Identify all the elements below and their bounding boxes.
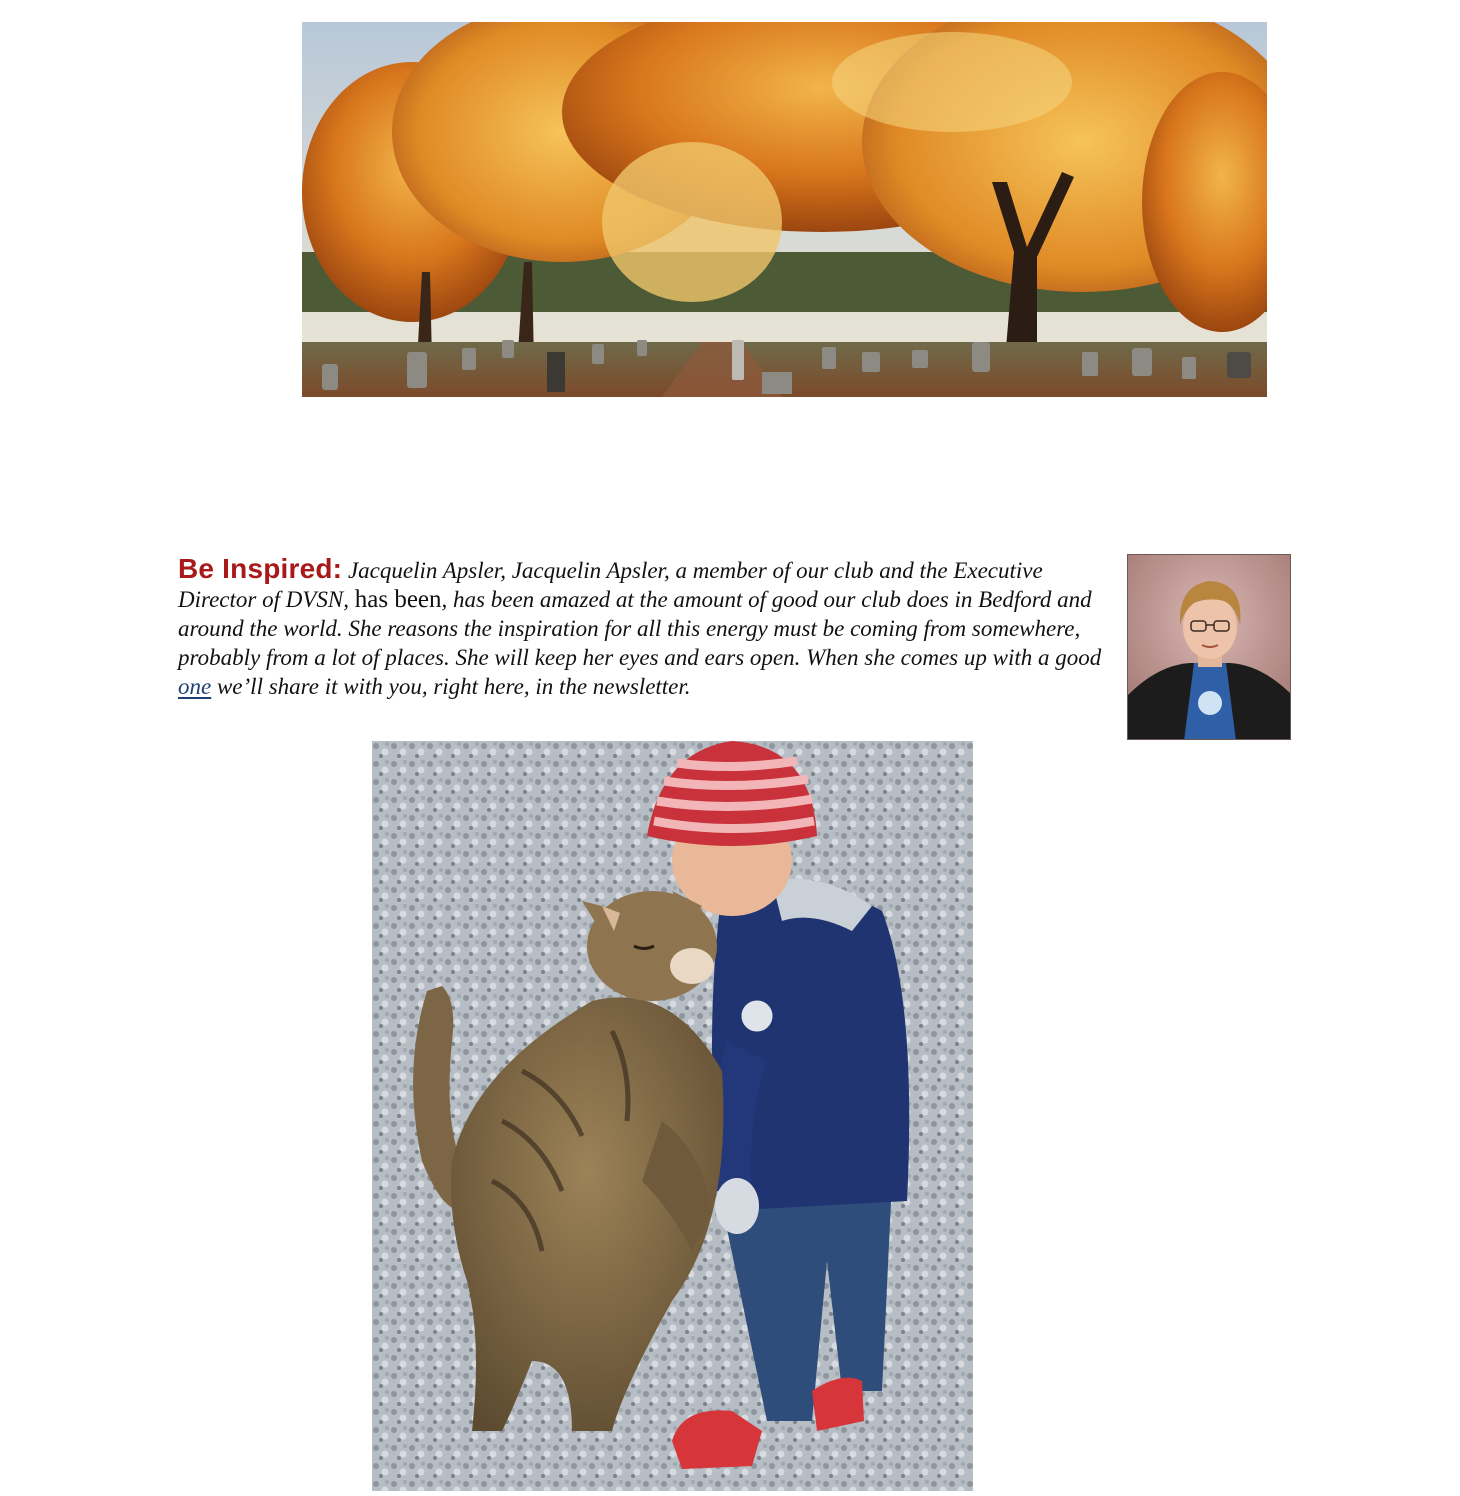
article-link-one[interactable]: one [178,674,212,699]
jacquelin-apsler-portrait [1127,554,1291,740]
article-paragraph [178,554,1113,701]
cat-child-illustration [372,741,973,1491]
cat-and-child-photo [372,741,973,1491]
autumn-cemetery-photo [302,22,1267,397]
autumn-cemetery-illustration [302,22,1267,397]
article-text-part-2: , has been amazed at the amount of good our club does in Bedford and around the world. She reasons the inspiration for all this energy must be coming from somewhere, probably from a lot of places. She will keep her eyes and ears open. When she comes up with a good [178,587,1102,670]
portrait-illustration [1128,555,1291,740]
article-plain-phrase: has been [354,586,442,613]
article-text-part-1: Jacquelin Apsler, Jacquelin Apsler, a member of our club and the Executive Director of DVSN, [178,558,1043,612]
article-text-part-3: we’ll share it with you, right here, in the newsletter. [211,674,691,699]
article-heading: Be Inspired: [178,553,343,584]
